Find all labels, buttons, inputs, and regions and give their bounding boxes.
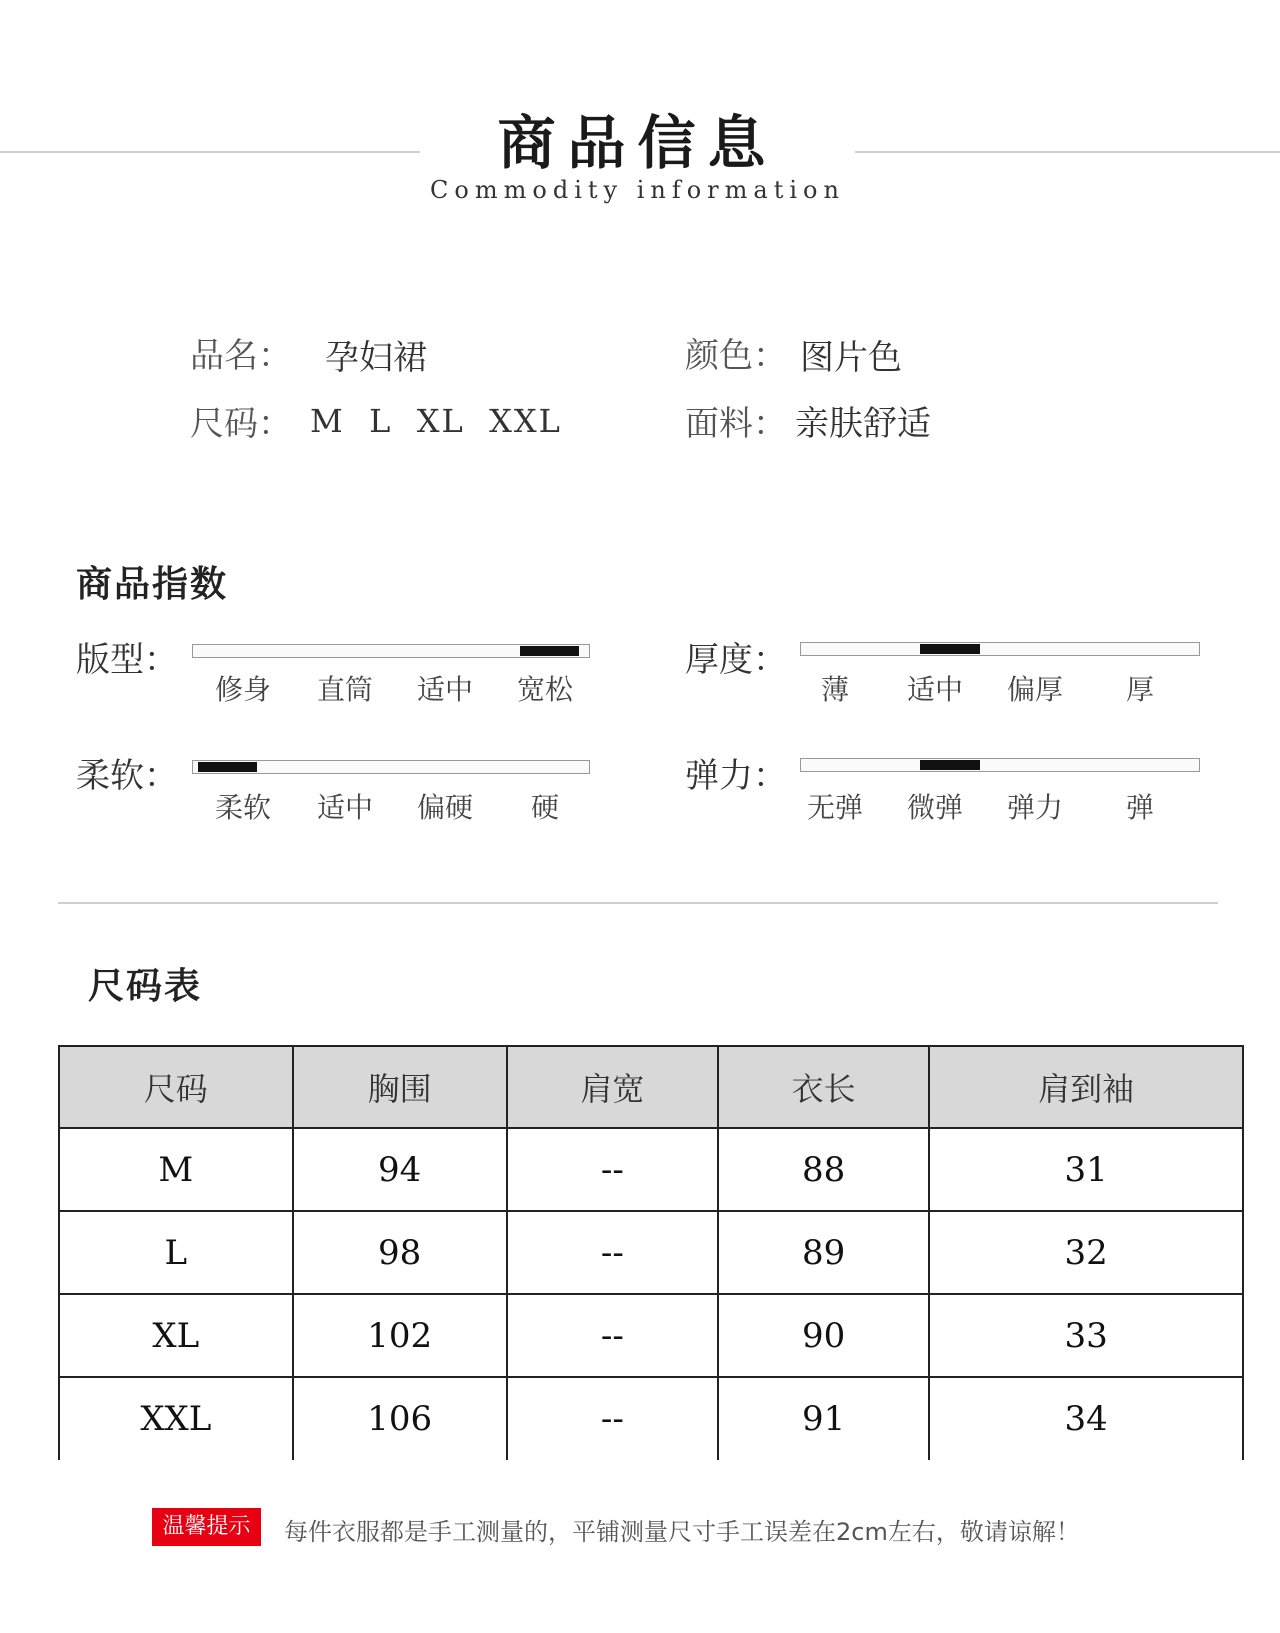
name-label: 品名： (190, 336, 292, 376)
table-cell: -- (507, 1211, 718, 1294)
header-cell: 肩宽 (507, 1046, 718, 1128)
table-cell: XL (59, 1294, 293, 1377)
table-cell: 89 (718, 1211, 929, 1294)
table-row (59, 1294, 1243, 1377)
color-value: 图片色 (800, 338, 902, 378)
index-tick-label: 修身 (214, 673, 271, 706)
index-tick-label: 适中 (416, 673, 473, 706)
index-tick-label: 薄 (820, 673, 849, 706)
table-cell: -- (507, 1294, 718, 1377)
index-bar (192, 760, 590, 774)
size-table (58, 1045, 1244, 1460)
index-tick-label: 适中 (906, 673, 963, 706)
header-line-left (0, 151, 420, 153)
size-label: 尺码： (190, 404, 292, 444)
index-tick-label: 偏硬 (416, 791, 473, 824)
index-tick-label: 硬 (530, 791, 559, 824)
index-bar (800, 758, 1200, 772)
notice-text: 每件衣服都是手工测量的，平铺测量尺寸手工误差在2cm左右，敬请谅解！ (284, 1518, 1080, 1546)
index-bar (800, 642, 1200, 656)
table-cell: -- (507, 1377, 718, 1460)
table-cell: 33 (929, 1294, 1243, 1377)
index-tick-label: 弹力 (1006, 791, 1063, 824)
index-title: 商品指数 (76, 564, 229, 605)
index-label: 版型： (76, 640, 178, 680)
index-tick-label: 微弹 (906, 791, 963, 824)
table-cell: 88 (718, 1128, 929, 1211)
index-bar (192, 644, 590, 658)
index-tick-label: 宽松 (516, 673, 573, 706)
table-cell: 91 (718, 1377, 929, 1460)
header-cell: 胸围 (293, 1046, 507, 1128)
table-row (59, 1377, 1243, 1460)
table-cell: 34 (929, 1377, 1243, 1460)
header-cell: 尺码 (59, 1046, 293, 1128)
index-tick-label: 柔软 (214, 791, 271, 824)
fabric-label: 面料： (685, 404, 787, 444)
page-subtitle: Commodity information (430, 176, 845, 204)
index-tick-label: 无弹 (806, 791, 863, 824)
name-value: 孕妇裙 (325, 338, 427, 378)
table-row (59, 1211, 1243, 1294)
table-cell: 98 (293, 1211, 507, 1294)
index-bar-fill (198, 762, 257, 772)
index-tick-label: 偏厚 (1006, 673, 1063, 706)
index-tick-label: 弹 (1125, 791, 1154, 824)
header-cell: 肩到袖 (929, 1046, 1243, 1128)
table-cell: 106 (293, 1377, 507, 1460)
index-tick-label: 直筒 (316, 673, 373, 706)
page-title: 商品信息 (497, 109, 778, 177)
index-tick-label: 适中 (316, 791, 373, 824)
table-cell: L (59, 1211, 293, 1294)
index-bar-fill (920, 644, 980, 654)
index-label: 厚度： (685, 640, 787, 680)
header-cell: 衣长 (718, 1046, 929, 1128)
header-line-right (855, 151, 1280, 153)
size-chart-title: 尺码表 (88, 966, 203, 1007)
table-cell: M (59, 1128, 293, 1211)
index-bar-fill (520, 646, 579, 656)
index-label: 柔软： (76, 756, 178, 796)
table-cell: 94 (293, 1128, 507, 1211)
table-cell: XXL (59, 1377, 293, 1460)
table-cell: 90 (718, 1294, 929, 1377)
color-label: 颜色： (685, 336, 787, 376)
table-header-row (59, 1046, 1243, 1128)
index-label: 弹力： (685, 756, 787, 796)
table-cell: -- (507, 1128, 718, 1211)
size-value: M L XL XXL (310, 402, 562, 440)
fabric-value: 亲肤舒适 (795, 404, 931, 444)
table-cell: 31 (929, 1128, 1243, 1211)
table-row (59, 1128, 1243, 1211)
index-tick-label: 厚 (1125, 673, 1154, 706)
table-cell: 102 (293, 1294, 507, 1377)
section-divider (58, 902, 1218, 904)
notice-badge: 温馨提示 (152, 1508, 261, 1546)
table-cell: 32 (929, 1211, 1243, 1294)
index-bar-fill (920, 760, 980, 770)
